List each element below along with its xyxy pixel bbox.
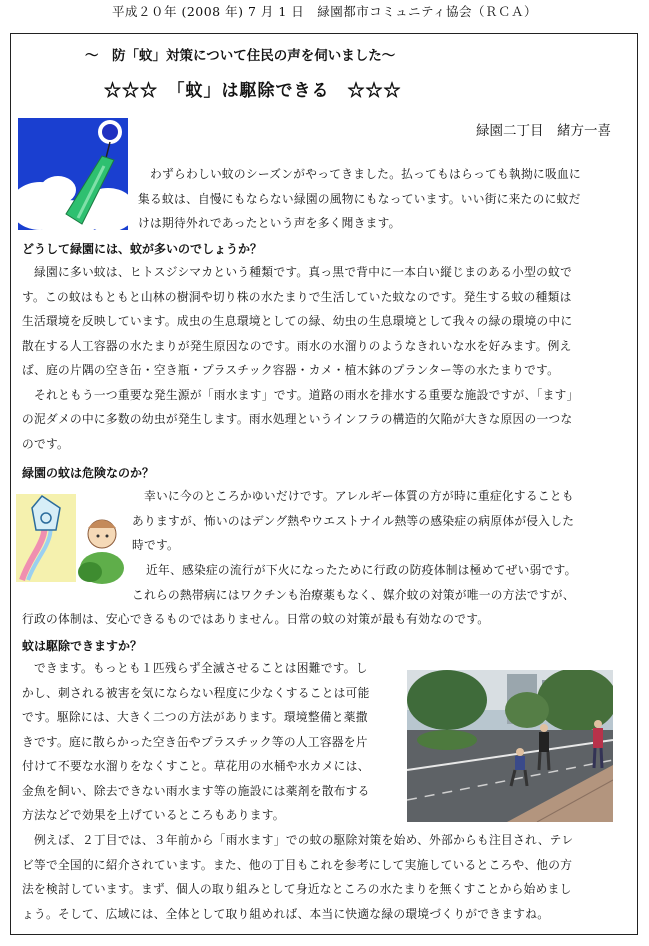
section2-paragraph-a [132,484,610,558]
paragraph-line: 例えば、２丁目では、３年前から「雨水ます」での蚊の駆除対策を始め、外部からも注目され、テレ [22,833,574,847]
section2-paragraph-b [22,558,612,632]
paragraph-line: 付けて不要な水溜りをなくすこと。草花用の水桶や水カメには、 [22,759,370,773]
paragraph-line: 方法などで効果を上げているところもあります。 [22,808,285,822]
paragraph-line: 緑園に多い蚊は、ヒトスジシマカという種類です。真っ黒で背中に一本白い縦じまのある小型の蚊で [22,265,573,279]
heading-can-they-be-eliminated: 蚊は駆除できますか？ [22,639,143,653]
paragraph-line: 幸いに今のところかゆいだけです。アレルギー体質の方が時に重症化することも [144,489,574,503]
paragraph-line: これらの熱帯病にはワクチンも治療薬もなく、媒介蚊の対策が唯一の方法ですが、 [132,587,575,602]
paragraph-line: 時です。 [132,538,180,552]
intro-line: わずらわしい蚊のシーズンがやってきました。払ってもはらっても執拗に吸血に [150,167,581,181]
article-title: ☆☆☆ 「蚊」は駆除できる ☆☆☆ [104,81,402,101]
article-author: 緑園二丁目 緒方一喜 [476,123,611,139]
paragraph-line: す。この蚊はもともと山林の樹洞や切り株の水たまりで生活していた蚊なのです。発生する蚊の種類は [22,289,572,304]
paragraph-line: 散在する人工容器の水たまりが発生原因なのです。雨水の水溜りのようなきれいな水を好みます。例え [22,338,572,353]
paragraph-line: きです。庭に散らかった空き缶やプラスチック等の人工容器を片 [22,734,368,749]
paragraph-line: ょう。そして、広域には、全体として取り組めれば、本当に快適な緑の環境づくりができますね。 [22,906,550,921]
paragraph-line: できます。もっとも１匹残らず全滅させることは困難です。し [22,661,368,675]
wind-chime-illustration [18,118,128,230]
paragraph-line: 法を検討しています。まず、個人の取り組みとして身近なところの水たまりを無くすことから始めまし [22,882,572,896]
paragraph-line: それともう一つ重要な発生源が「雨水ます」です。道路の雨水を排水する重要な施設ですが、「ます」 [22,387,579,402]
paragraph-line: かし、刺される被害を気にならない程度に少なくすることは可能 [22,685,370,700]
page-header: 平成２０年 (2008 年) 7 月 1 日 緑園都市コミュニティ協会（ＲＣＡ） [111,4,538,19]
paragraph-line: のです。 [22,436,70,451]
intro-line: 集る蚊は、自慢にもならない緑園の風物にもなっています。いい街に来たのに蚊だ [138,191,581,206]
paragraph-line: です。駆除には、大きく二つの方法があります。環境整備と薬撒 [22,710,368,724]
intro-line: けは期待外れであったという声を多く聞きます。 [138,216,401,230]
paragraph-line: ば、庭の片隅の空き缶・空き瓶・プラスチック容器・カメ・植木鉢のプランター等の水たまりです。 [22,363,560,377]
section3-paragraph [22,656,400,828]
street-photo [407,670,613,822]
paragraph-line: 生活環境を反映しています。成虫の生息環境としての緑、幼虫の生息環境として我々の緑の環境の中に [22,314,573,328]
paragraph-line: の泥ダメの中に多数の幼虫が発生します。雨水処理というインフラの構造的欠陥が大きな原因の一つな [22,412,573,426]
paragraph-line: 金魚を飼い、除去できない雨水ます等の施設には薬剤を散布する [22,783,370,798]
paragraph-line: 近年、感染症の流行が下火になったために行政の防疫体制は極めてぜい弱です。 [146,563,577,577]
paragraph-line: 行政の体制は、安心できるものではありません。日常の蚊の対策が最も有効なのです。 [22,612,490,626]
article-subtitle: ～ 防「蚊」対策について住民の声を伺いました～ [85,48,396,64]
heading-why-many-mosquitoes: どうして緑園には、蚊が多いのでしょうか？ [22,242,263,256]
section1-paragraph [22,260,612,456]
paragraph-line: ビ等で全国的に紹介されています。また、他の丁目もこれを参考にして実施しているところや、他の方 [22,857,573,872]
heading-is-it-dangerous: 緑園の蚊は危険なのか？ [22,466,155,480]
closing-paragraph [22,828,612,926]
paragraph-line: ありますが、怖いのはデング熱やウエストナイル熱等の感染症の病原体が侵入した [132,513,575,528]
intro-paragraph [138,162,608,236]
